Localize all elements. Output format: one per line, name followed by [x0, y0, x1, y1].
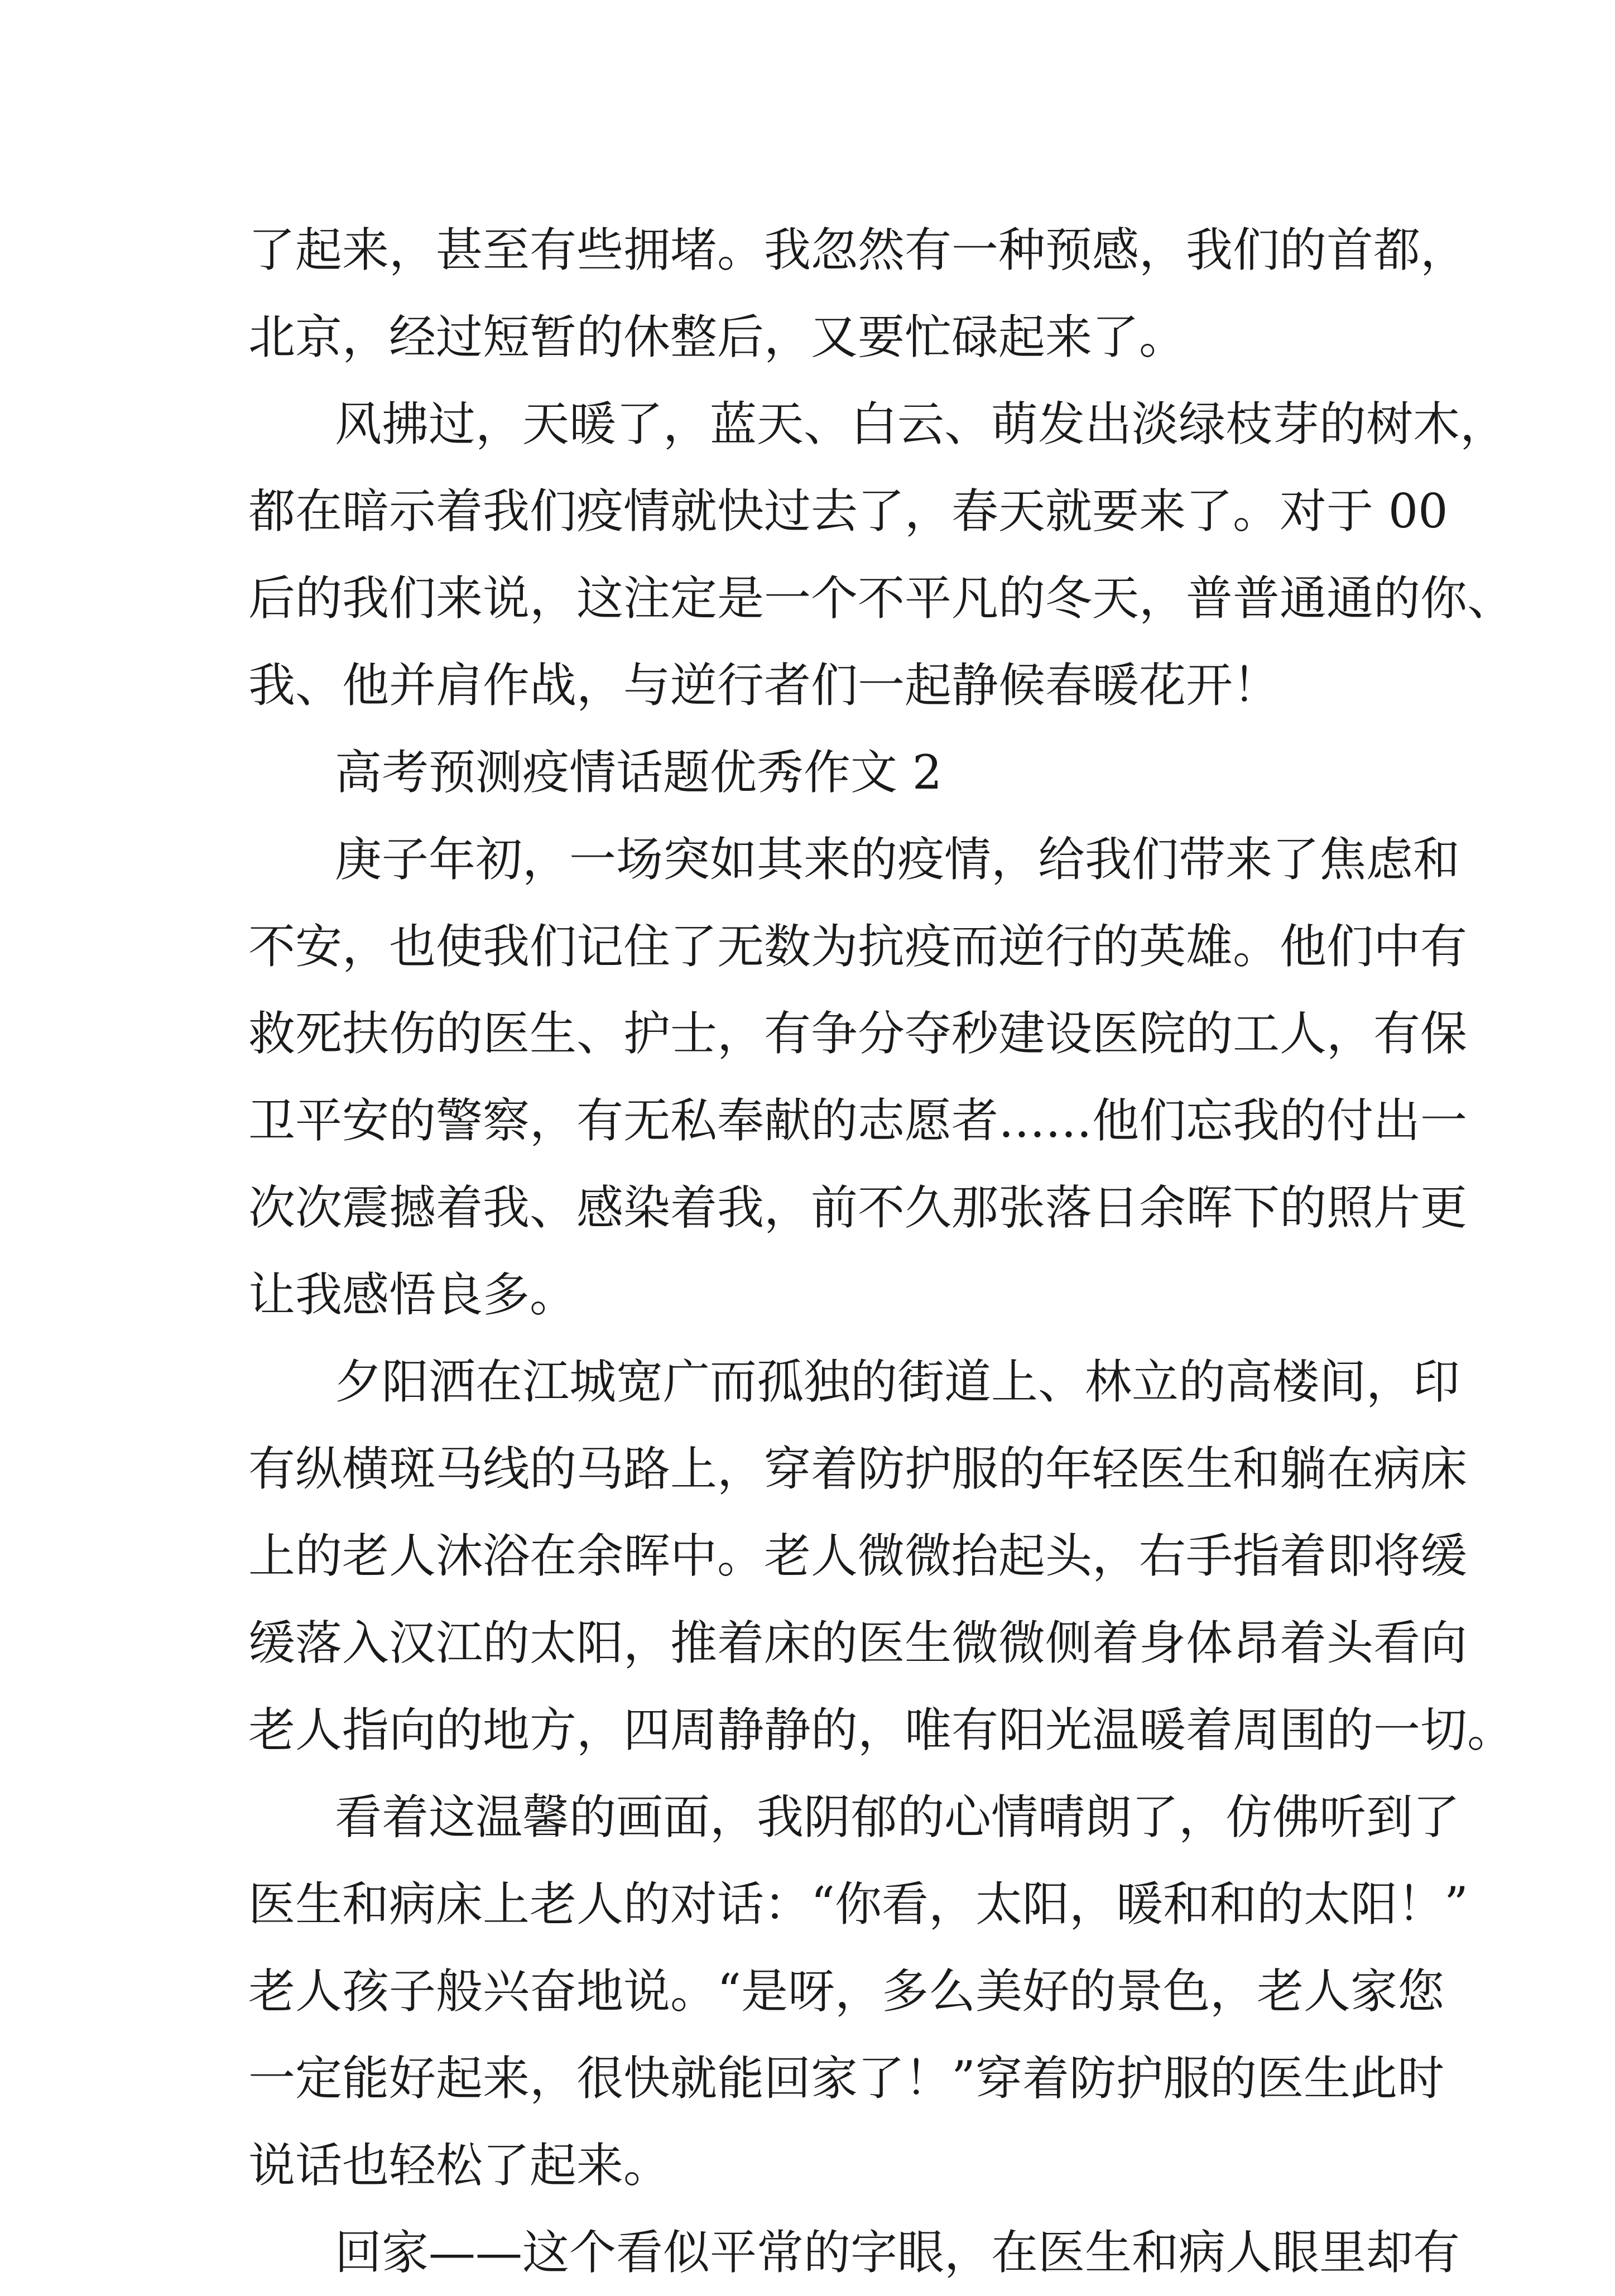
paragraph-line: 有纵横斑马线的马路上，穿着防护服的年轻医生和躺在病床 — [248, 1442, 1468, 1496]
paragraph-line: 次次震撼着我、感染着我，前不久那张落日余晖下的照片更 — [248, 1180, 1468, 1235]
paragraph-line: 夕阳洒在江城宽广而孤独的街道上、林立的高楼间，印 — [335, 1354, 1460, 1409]
essay-body — [248, 206, 1515, 2296]
paragraph-line: 救死扶伤的医生、护士，有争分夺秒建设医院的工人，有保 — [248, 1006, 1468, 1061]
paragraph-line: 北京，经过短暂的休整后，又要忙碌起来了。 — [248, 310, 1186, 364]
paragraph-line: 风拂过，天暖了，蓝天、白云、萌发出淡绿枝芽的树木， — [335, 397, 1507, 451]
paragraph-line: 后的我们来说，这注定是一个不平凡的冬天，普普通通的你、 — [248, 571, 1515, 626]
paragraph-line: 让我感悟良多。 — [248, 1267, 577, 1322]
paragraph-line: 说话也轻松了起来。 — [248, 2138, 671, 2193]
paragraph-line: 回家——这个看似平常的字眼，在医生和病人眼里却有 — [335, 2225, 1460, 2280]
paragraph-line: 上的老人沐浴在余晖中。老人微微抬起头，右手指着即将缓 — [248, 1529, 1468, 1583]
paragraph-line: 不安，也使我们记住了无数为抗疫而逆行的英雄。他们中有 — [248, 919, 1468, 974]
essay-title: 高考预测疫情话题优秀作文 2 — [335, 745, 943, 800]
paragraph-line: 看着这温馨的画面，我阴郁的心情晴朗了，仿佛听到了 — [335, 1790, 1460, 1845]
paragraph-line: 老人指向的地方，四周静静的，唯有阳光温暖着周围的一切。 — [248, 1703, 1515, 1757]
paragraph-line: 我、他并肩作战，与逆行者们一起静候春暖花开！ — [248, 658, 1280, 713]
paragraph-line: 都在暗示着我们疫情就快过去了，春天就要来了。对于 00 — [248, 484, 1448, 539]
paragraph-line: 老人孩子般兴奋地说。“是呀，多么美好的景色，老人家您 — [248, 1964, 1444, 2019]
paragraph-line: 医生和病床上老人的对话：“你看，太阳，暖和和的太阳！” — [248, 1877, 1468, 1932]
paragraph-line: 庚子年初，一场突如其来的疫情，给我们带来了焦虑和 — [335, 832, 1460, 887]
paragraph-line: 卫平安的警察，有无私奉献的志愿者……他们忘我的付出一 — [248, 1093, 1468, 1148]
paragraph-line: 缓落入汉江的太阳，推着床的医生微微侧着身体昂着头看向 — [248, 1616, 1468, 1670]
paragraph-line: 一定能好起来，很快就能回家了！”穿着防护服的医生此时 — [248, 2051, 1444, 2106]
paragraph-line: 了起来，甚至有些拥堵。我忽然有一种预感，我们的首都， — [248, 223, 1468, 277]
